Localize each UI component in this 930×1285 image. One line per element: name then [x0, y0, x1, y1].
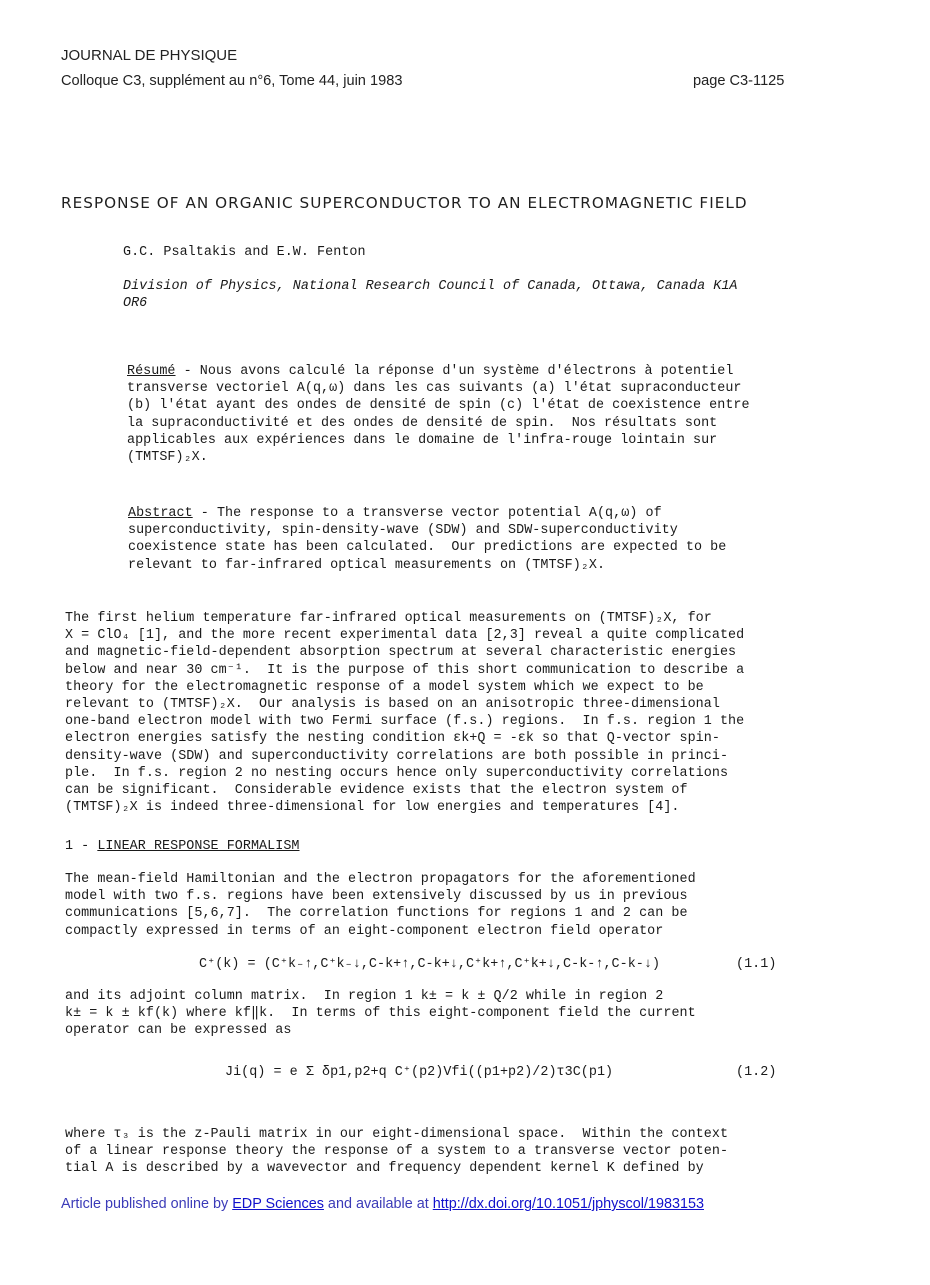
abstract-label: Abstract [128, 506, 193, 521]
section-number: 1 - [65, 839, 98, 854]
article-title: RESPONSE OF AN ORGANIC SUPERCONDUCTOR TO AN ELECTROMAGNETIC FIELD [61, 194, 748, 212]
resume-line: la supraconductivité et des ondes de densité de spin. Nos résultats sont [127, 415, 718, 431]
para-line: k± = k ± kf(k) where kf‖k. In terms of this eight-component field the current [65, 1006, 696, 1022]
publication-footer [61, 1196, 704, 1212]
para-line: model with two f.s. regions have been extensively discussed by us in previous [65, 889, 688, 905]
para-line: The mean-field Hamiltonian and the electron propagators for the aforementioned [65, 872, 696, 887]
resume-line: transverse vectoriel A(q,ω) dans les cas suivants (a) l'état supraconducteur [127, 381, 742, 397]
equation-number-1-2: (1.2) [736, 1065, 777, 1080]
formalism-paragraph [65, 871, 696, 940]
kernel-paragraph [65, 1126, 728, 1178]
resume-line: (TMTSF)₂X. [127, 450, 208, 466]
section-title: LINEAR RESPONSE FORMALISM [97, 839, 300, 854]
resume-line: applicables aux expériences dans le domaine de l'infra-rouge lointain sur [127, 432, 718, 448]
intro-paragraph [65, 610, 744, 816]
issue-info: Colloque C3, supplément au n°6, Tome 44, juin 1983 [61, 73, 403, 89]
intro-line: X = ClO₄ [1], and the more recent experimental data [2,3] reveal a quite complicated [65, 628, 745, 644]
intro-line: electron energies satisfy the nesting condition εk+Q = -εk so that Q-vector spin- [65, 731, 720, 747]
journal-name: JOURNAL DE PHYSIQUE [61, 47, 238, 64]
abstract-line: superconductivity, spin-density-wave (SDW) and SDW-superconductivity [128, 523, 678, 539]
intro-line: relevant to (TMTSF)₂X. Our analysis is based on an anisotropic three-dimensional [65, 697, 720, 713]
intro-line: below and near 30 cm⁻¹. It is the purpose of this short communication to describe a [65, 662, 745, 678]
intro-line: (TMTSF)₂X is indeed three-dimensional for low energies and temperatures [4]. [65, 800, 680, 816]
intro-line: can be significant. Considerable evidence exists that the electron system of [65, 783, 688, 799]
para-line: of a linear response theory the response of a system to a transverse vector poten- [65, 1144, 729, 1160]
para-line: where τ₃ is the z-Pauli matrix in our eight-dimensional space. Within the context [65, 1127, 729, 1142]
resume-label: Résumé [127, 364, 176, 379]
abstract [128, 505, 726, 574]
para-line: communications [5,6,7]. The correlation functions for regions 1 and 2 can be [65, 906, 688, 922]
intro-line: density-wave (SDW) and superconductivity correlations are both possible in princi- [65, 748, 729, 764]
page-number: page C3-1125 [693, 73, 785, 89]
intro-line: The first helium temperature far-infrared optical measurements on (TMTSF)₂X, for [65, 611, 712, 626]
intro-line: theory for the electromagnetic response of a model system which we expect to be [65, 679, 704, 695]
region-paragraph [65, 988, 696, 1040]
equation-1-1: C⁺(k) = (C⁺k₋↑,C⁺k₋↓,C-k+↑,C-k+↓,C⁺k+↑,C⁺k+↓,C-k-↑,C-k-↓) [199, 957, 661, 972]
abstract-line: relevant to far-infrared optical measurements on (TMTSF)₂X. [128, 557, 606, 573]
para-line: tial A is described by a wavevector and frequency dependent kernel K defined by [65, 1161, 704, 1177]
publisher-link[interactable]: EDP Sciences [232, 1196, 324, 1212]
doi-link[interactable]: http://dx.doi.org/10.1051/jphyscol/1983153 [432, 1196, 704, 1212]
section-heading [65, 838, 300, 855]
abstract-line: - The response to a transverse vector potential A(q,ω) of [192, 506, 662, 521]
abstract-line: coexistence state has been calculated. Our predictions are expected to be [128, 540, 727, 556]
para-line: compactly expressed in terms of an eight-component electron field operator [65, 923, 664, 939]
para-line: and its adjoint column matrix. In region 1 k± = k ± Q/2 while in region 2 [65, 989, 664, 1004]
intro-line: ple. In f.s. region 2 no nesting occurs hence only superconductivity correlations [65, 765, 729, 781]
resume-line: - Nous avons calculé la réponse d'un système d'électrons à potentiel [175, 364, 734, 379]
intro-line: one-band electron model with two Fermi surface (f.s.) regions. In f.s. region 1 the [65, 714, 745, 730]
footer-prefix: Article published online by [61, 1196, 233, 1212]
footer-middle: and available at [323, 1196, 433, 1212]
authors: G.C. Psaltakis and E.W. Fenton [123, 245, 366, 260]
resume [127, 363, 750, 466]
intro-line: and magnetic-field-dependent absorption spectrum at several characteristic energies [65, 645, 737, 661]
resume-line: (b) l'état ayant des ondes de densité de spin (c) l'état de coexistence entre [127, 398, 750, 414]
para-line: operator can be expressed as [65, 1023, 292, 1039]
equation-1-2: Ji(q) = e Σ δp1,p2+q C⁺(p2)Vfi((p1+p2)/2)τ3C(p1) [225, 1065, 614, 1080]
equation-number-1-1: (1.1) [736, 957, 777, 972]
affiliation: Division of Physics, National Research Council of Canada, Ottawa, Canada K1A OR6 [123, 279, 738, 312]
